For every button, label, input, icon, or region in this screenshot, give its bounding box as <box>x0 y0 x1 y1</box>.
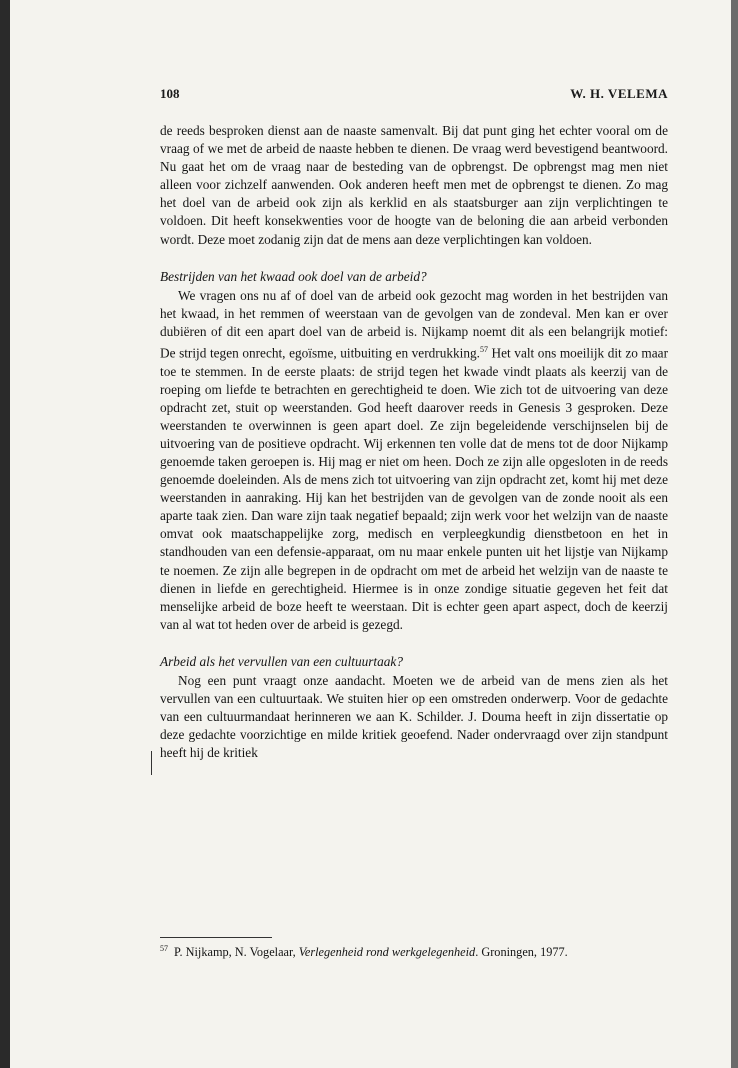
footnote-text: . Groningen, 1977. <box>475 945 568 960</box>
paragraph-text: We vragen ons nu af of doel van de arbeid ook gezocht mag worden in het bestrijden van het kwaad, in het remmen of weerstaan van de gevolgen van de zondeval. Men kan er over dubiëren of dit een apart doel van de arbeid is. Nijkamp noemt dit als een belangrijk motief: De strijd tegen onrecht, egoïsme, uitbuiting en verdrukking. <box>160 287 668 361</box>
footnote-title: Verlegenheid rond werkgelegenheid <box>298 945 476 960</box>
paragraph-text: Het valt ons moeilijk dit zo maar toe te stemmen. In de eerste plaats: de strijd tegen het kwade vindt plaats als keerzij van de roeping om liefde te betrachten en gerechtigheid te doen. Wie zich tot de uitvoering van deze opdracht zet, stuit op weerstanden. God heeft daarover reeds in Genesis 3 gesproken. Deze weerstanden te overwinnen is geen apart doel. Ze zijn begeleidende verschijnselen bij de uitvoering van de positieve opdracht. Wij erkennen ten volle dat de mens tot de door Nijkamp genoemde taken geroepen is. Hij mag er niet om heen. Doch ze zijn alle opgesloten in de reeds genoemde doeleinden. Als de mens zich tot uitvoering van zijn opdracht zet, komt hij met deze weerstanden in aanraking. Hij kan het bestrijden van de gevolgen van de zonde nooit als een aparte taak zien. Dan ware zijn taak negatief bepaald; zijn werk voor het welzijn van de naaste omvat ook maatschappelijke zorg, medisch en verpleegkundig dienstbetoon en het in standhouden van een defensie-apparaat, om nu maar enkele punten uit het lijstje van Nijkamp te noemen. Ze zijn alle begrepen in de opdracht om met de arbeid het welzijn van de naaste te dienen in liefde en gerechtigheid. Hiermee is in onze zondige situatie gegeven het feit dat menselijke arbeid de boze heeft te weerstaan. Dit is echter geen apart aspect, doch de keerzij van al wat tot heden over de arbeid is gezegd. <box>160 345 668 632</box>
margin-mark <box>151 751 152 775</box>
footnote-rule <box>160 937 272 938</box>
section-heading: Arbeid als het vervullen van een cultuurtaak? <box>160 653 403 669</box>
page-number: 108 <box>160 86 180 101</box>
running-author: W. H. VELEMA <box>570 86 668 101</box>
scan-border-right <box>731 0 738 1068</box>
book-page <box>10 0 731 1068</box>
scan-border-left <box>0 0 10 1068</box>
page-body <box>160 122 668 763</box>
footnote-number: 57 <box>160 944 168 953</box>
section-heading: Bestrijden van het kwaad ook doel van de arbeid? <box>160 268 427 284</box>
footnote <box>160 944 668 960</box>
footnote-reference: 57 <box>479 345 488 355</box>
paragraph: de reeds besproken dienst aan de naaste samenvalt. Bij dat punt ging het echter vooral om de vraag of we met de arbeid de naaste hebben te dienen. De vraag werd bevestigend beantwoord. Nu gaat het om de vraag naar de besteding van de opbrengst. De opbrengst mag men niet alleen voor zichzelf aanwenden. Ook anderen heeft men met de opbrengst te dienen. Zo mag het doel van de arbeid ook zijn als kerklid en als staatsburger aan zijn verplichtingen te voldoen. Dit heeft konsekwenties voor de hoogte van de beloning die aan arbeid verbonden wordt. Deze moet zodanig zijn dat de mens aan deze verplichtingen kan voldoen. <box>160 123 668 247</box>
paragraph: Nog een punt vraagt onze aandacht. Moeten we de arbeid van de mens zien als het vervullen van een cultuurtaak. We stuiten hier op een omstreden onderwerp. Voor de gedachte van een cultuurmandaat herinneren we aan K. Schilder. J. Douma heeft in zijn dissertatie op deze gedachte voorzichtige en milde kritiek geoefend. Nader ondervraagd over zijn standpunt heeft hij de kritiek <box>160 673 668 761</box>
footnote-text: P. Nijkamp, N. Vogelaar, <box>174 945 299 960</box>
paragraph <box>160 287 668 634</box>
